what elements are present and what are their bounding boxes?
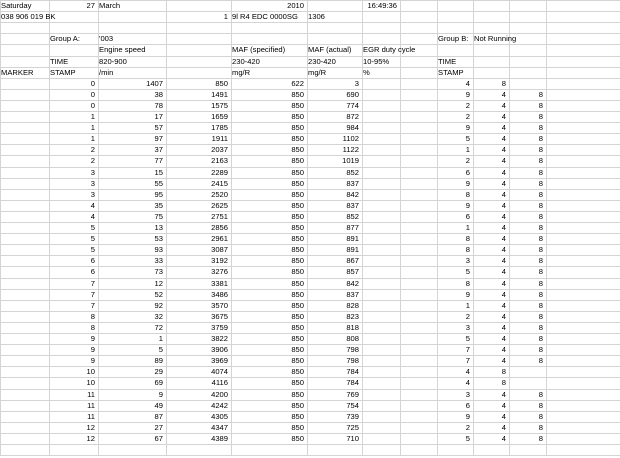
data-cell: 3969 (211, 356, 228, 366)
data-cell: 8 (538, 356, 543, 366)
data-cell: 4 (501, 245, 506, 255)
data-cell: 4 (501, 223, 506, 232)
data-cell: 49 (154, 400, 163, 410)
data-cell: 2 (465, 156, 470, 166)
data-cell: 4 (465, 367, 470, 377)
data-cell: 12 (86, 422, 95, 432)
data-cell: 622 (291, 78, 304, 88)
data-cell: 7 (465, 356, 470, 366)
data-cell: 9 (90, 334, 95, 343)
data-cell: 77 (154, 156, 163, 166)
data-cell: 850 (291, 189, 304, 199)
data-cell: 12 (86, 433, 95, 443)
data-cell: 837 (346, 289, 359, 299)
data-cell: 7 (90, 278, 95, 288)
data-cell: 4 (501, 433, 506, 443)
data-cell: 8 (465, 189, 470, 199)
data-cell: 32 (154, 311, 163, 321)
data-cell: 7 (90, 289, 95, 299)
data-cell: 3 (90, 189, 95, 199)
data-cell: 3276 (211, 267, 228, 277)
data-cell: 850 (291, 411, 304, 421)
data-cell: 837 (346, 200, 359, 210)
data-cell: 808 (346, 334, 359, 343)
data-cell: 784 (346, 378, 359, 388)
data-cell: 850 (215, 78, 228, 88)
meta-cell: Saturday (1, 1, 32, 10)
data-cell: 8 (501, 78, 506, 88)
data-cell: 6 (465, 400, 470, 410)
data-cell: 2520 (211, 189, 228, 199)
data-cell: 4347 (211, 422, 228, 432)
data-cell: 1 (465, 300, 470, 310)
data-cell: 2037 (211, 145, 228, 155)
header-cell: % (363, 67, 370, 77)
data-cell: 8 (538, 311, 543, 321)
data-cell: 8 (538, 100, 543, 110)
data-cell: 35 (154, 200, 163, 210)
data-cell: 3759 (211, 322, 228, 332)
data-cell: 1 (90, 112, 95, 121)
data-cell: 57 (154, 123, 163, 133)
data-cell: 3 (90, 178, 95, 188)
data-cell: 0 (90, 78, 95, 88)
data-cell: 850 (291, 356, 304, 366)
data-cell: 8 (538, 422, 543, 432)
meta-cell: 27 (86, 1, 95, 10)
header-cell: 230-420 (232, 56, 260, 66)
data-cell: 1911 (211, 134, 228, 144)
data-cell: 4116 (211, 378, 228, 388)
header-cell: MAF (actual) (308, 45, 352, 55)
data-cell: 9 (465, 178, 470, 188)
data-cell: 4 (501, 356, 506, 366)
data-cell: 2625 (211, 200, 228, 210)
data-cell: 4 (501, 156, 506, 166)
data-cell: 8 (538, 178, 543, 188)
data-cell: 1 (158, 334, 163, 343)
data-cell: 93 (154, 245, 163, 255)
data-cell: 29 (154, 367, 163, 377)
data-cell: 4 (501, 234, 506, 244)
data-cell: 95 (154, 189, 163, 199)
data-cell: 8 (538, 345, 543, 355)
data-cell: 842 (346, 278, 359, 288)
header-cell: 820-900 (99, 56, 127, 66)
data-cell: 4 (501, 389, 506, 399)
data-cell: 8 (538, 167, 543, 177)
data-cell: 850 (291, 245, 304, 255)
data-cell: 710 (346, 433, 359, 443)
data-cell: 4 (501, 178, 506, 188)
data-cell: 9 (90, 345, 95, 355)
data-cell: 1 (465, 145, 470, 155)
meta-cell: 038 906 019 BK (1, 12, 56, 22)
data-cell: 850 (291, 400, 304, 410)
data-cell: 3 (354, 78, 359, 88)
data-cell: 1122 (342, 145, 359, 155)
data-cell: 4 (501, 100, 506, 110)
data-cell: 5 (90, 234, 95, 244)
data-cell: 850 (291, 134, 304, 144)
header-cell: Group A: (50, 34, 80, 44)
data-cell: 850 (291, 167, 304, 177)
data-cell: 5 (90, 223, 95, 232)
data-cell: 11 (87, 411, 95, 421)
data-cell: 72 (154, 322, 163, 332)
data-cell: 3675 (211, 311, 228, 321)
data-cell: 1 (90, 134, 95, 144)
data-cell: 2 (465, 112, 470, 121)
data-cell: 850 (291, 200, 304, 210)
data-cell: 8 (90, 322, 95, 332)
data-cell: 8 (538, 211, 543, 221)
data-cell: 10 (86, 367, 95, 377)
data-cell: 5 (465, 267, 470, 277)
data-cell: 5 (465, 433, 470, 443)
data-cell: 5 (158, 345, 163, 355)
header-cell: mg/R (232, 67, 251, 77)
data-cell: 850 (291, 334, 304, 343)
meta-cell: 1306 (308, 12, 325, 22)
header-cell: Engine speed (99, 45, 146, 55)
data-cell: 75 (154, 211, 163, 221)
data-cell: 4 (501, 322, 506, 332)
data-cell: 12 (154, 278, 163, 288)
data-cell: 850 (291, 433, 304, 443)
data-cell: 8 (538, 322, 543, 332)
data-cell: 850 (291, 100, 304, 110)
data-cell: 850 (291, 223, 304, 232)
data-cell: 784 (346, 367, 359, 377)
data-cell: 13 (154, 223, 163, 232)
data-cell: 852 (346, 167, 359, 177)
data-cell: 4 (501, 189, 506, 199)
data-cell: 38 (154, 89, 163, 99)
data-cell: 8 (538, 112, 543, 121)
data-cell: 52 (154, 289, 163, 299)
data-cell: 37 (154, 145, 163, 155)
data-cell: 754 (346, 400, 359, 410)
data-cell: 3570 (211, 300, 228, 310)
data-cell: 690 (346, 89, 359, 99)
data-cell: 4 (501, 422, 506, 432)
data-cell: 15 (154, 167, 163, 177)
data-cell: 4 (501, 123, 506, 133)
data-cell: 8 (538, 278, 543, 288)
data-cell: 852 (346, 211, 359, 221)
header-cell: MARKER (1, 67, 34, 77)
meta-cell: 1 (223, 12, 228, 22)
data-cell: 867 (346, 256, 359, 266)
data-cell: 818 (346, 322, 359, 332)
data-cell: 4305 (211, 411, 228, 421)
header-cell: 230-420 (308, 56, 336, 66)
data-cell: 2856 (211, 223, 228, 232)
data-cell: 850 (291, 367, 304, 377)
data-cell: 17 (154, 112, 163, 121)
data-cell: 9 (465, 289, 470, 299)
data-cell: 67 (154, 433, 163, 443)
data-cell: 4389 (211, 433, 228, 443)
data-cell: 8 (465, 245, 470, 255)
data-cell: 8 (538, 234, 543, 244)
data-cell: 4200 (211, 389, 228, 399)
data-cell: 725 (346, 422, 359, 432)
data-cell: 850 (291, 112, 304, 121)
data-cell: 8 (538, 300, 543, 310)
data-cell: 4 (501, 300, 506, 310)
data-cell: 850 (291, 211, 304, 221)
data-cell: 9 (465, 411, 470, 421)
data-cell: 8 (465, 234, 470, 244)
data-cell: 4 (465, 378, 470, 388)
data-cell: 0 (90, 89, 95, 99)
header-cell: EGR duty cycle (363, 45, 416, 55)
data-cell: 8 (538, 245, 543, 255)
data-cell: 3486 (211, 289, 228, 299)
data-cell: 2163 (211, 156, 228, 166)
data-cell: 8 (538, 189, 543, 199)
data-cell: 3 (90, 167, 95, 177)
data-cell: 850 (291, 178, 304, 188)
data-cell: 3087 (211, 245, 228, 255)
data-cell: 1 (465, 223, 470, 232)
data-cell: 5 (90, 245, 95, 255)
data-cell: 8 (538, 134, 543, 144)
header-cell: 10-95% (363, 56, 390, 66)
data-cell: 739 (346, 411, 359, 421)
data-cell: 3192 (211, 256, 228, 266)
data-cell: 1491 (211, 89, 228, 99)
data-cell: 850 (291, 422, 304, 432)
data-cell: 4 (501, 134, 506, 144)
data-cell: 4 (501, 200, 506, 210)
data-cell: 4 (501, 289, 506, 299)
data-cell: 8 (538, 200, 543, 210)
data-cell: 2751 (211, 211, 228, 221)
data-cell: 3381 (211, 278, 228, 288)
data-cell: 4 (465, 78, 470, 88)
data-cell: 78 (154, 100, 163, 110)
data-cell: 8 (538, 256, 543, 266)
data-cell: 984 (346, 123, 359, 133)
data-cell: 5 (465, 334, 470, 343)
data-cell: 837 (346, 178, 359, 188)
data-cell: 2 (465, 100, 470, 110)
data-cell: 6 (90, 267, 95, 277)
data-cell: 1785 (211, 123, 228, 133)
data-cell: 850 (291, 234, 304, 244)
data-cell: 823 (346, 311, 359, 321)
data-cell: 850 (291, 278, 304, 288)
data-cell: 10 (86, 378, 95, 388)
data-cell: 73 (154, 267, 163, 277)
data-cell: 4 (90, 200, 95, 210)
data-cell: 89 (154, 356, 163, 366)
data-cell: 55 (154, 178, 163, 188)
data-cell: 3822 (211, 334, 228, 343)
data-cell: 7 (90, 300, 95, 310)
data-cell: 891 (346, 234, 359, 244)
data-cell: 1575 (211, 100, 228, 110)
data-cell: 842 (346, 189, 359, 199)
data-cell: 2289 (211, 167, 228, 177)
data-cell: 1019 (342, 156, 359, 166)
data-cell: 8 (465, 278, 470, 288)
data-cell: 850 (291, 289, 304, 299)
data-cell: 891 (346, 245, 359, 255)
data-cell: 87 (154, 411, 163, 421)
data-cell: 8 (501, 378, 506, 388)
data-cell: 8 (538, 267, 543, 277)
meta-cell: 9l R4 EDC 0000SG (232, 12, 298, 22)
data-cell: 2 (90, 145, 95, 155)
data-cell: 857 (346, 267, 359, 277)
data-cell: 850 (291, 89, 304, 99)
data-cell: 3 (465, 256, 470, 266)
data-cell: 4 (501, 145, 506, 155)
data-cell: 8 (538, 223, 543, 232)
data-cell: 8 (538, 334, 543, 343)
data-cell: 4 (501, 278, 506, 288)
data-cell: 798 (346, 356, 359, 366)
data-cell: 4 (501, 167, 506, 177)
header-cell: MAF (specified) (232, 45, 286, 55)
data-cell: 850 (291, 378, 304, 388)
data-cell: 4 (501, 411, 506, 421)
header-cell: TIME (50, 56, 69, 66)
data-cell: 4 (501, 256, 506, 266)
data-cell: 850 (291, 256, 304, 266)
data-cell: 877 (346, 223, 359, 232)
header-cell: /min (99, 67, 114, 77)
data-cell: 850 (291, 322, 304, 332)
meta-cell: 2010 (287, 1, 304, 10)
data-cell: 4 (501, 112, 506, 121)
data-cell: 2 (465, 311, 470, 321)
data-cell: 2415 (211, 178, 228, 188)
header-cell: TIME (438, 56, 457, 66)
data-cell: 9 (465, 89, 470, 99)
data-cell: 769 (346, 389, 359, 399)
data-cell: 8 (538, 389, 543, 399)
data-cell: 2961 (211, 234, 228, 244)
data-cell: 6 (465, 167, 470, 177)
data-cell: 11 (87, 389, 95, 399)
data-cell: 850 (291, 156, 304, 166)
data-cell: 850 (291, 345, 304, 355)
data-cell: 850 (291, 267, 304, 277)
data-cell: 6 (465, 211, 470, 221)
data-cell: 33 (154, 256, 163, 266)
data-cell: 8 (538, 89, 543, 99)
header-cell: mg/R (308, 67, 327, 77)
header-cell: '003 (99, 34, 114, 44)
data-cell: 850 (291, 389, 304, 399)
data-cell: 1659 (211, 112, 228, 121)
data-cell: 4 (501, 89, 506, 99)
data-cell: 8 (538, 411, 543, 421)
data-cell: 4 (501, 267, 506, 277)
data-cell: 1407 (146, 78, 163, 88)
data-cell: 8 (538, 123, 543, 133)
data-cell: 3 (465, 322, 470, 332)
data-cell: 5 (465, 134, 470, 144)
data-cell: 8 (501, 367, 506, 377)
data-cell: 2 (90, 156, 95, 166)
data-cell: 8 (538, 400, 543, 410)
data-cell: 774 (346, 100, 359, 110)
data-cell: 798 (346, 345, 359, 355)
data-cell: 4 (501, 311, 506, 321)
data-cell: 92 (154, 300, 163, 310)
header-cell: STAMP (50, 67, 76, 77)
data-cell: 27 (154, 422, 163, 432)
data-cell: 850 (291, 311, 304, 321)
header-cell: STAMP (438, 67, 464, 77)
data-cell: 3906 (211, 345, 228, 355)
data-cell: 850 (291, 145, 304, 155)
data-cell: 1 (90, 123, 95, 133)
data-cell: 872 (346, 112, 359, 121)
data-cell: 9 (90, 356, 95, 366)
data-cell: 8 (538, 156, 543, 166)
data-cell: 8 (538, 289, 543, 299)
meta-cell: 16:49:36 (367, 1, 397, 10)
data-cell: 4242 (211, 400, 228, 410)
data-cell: 4 (501, 211, 506, 221)
data-cell: 53 (154, 234, 163, 244)
data-cell: 9 (465, 200, 470, 210)
data-cell: 850 (291, 300, 304, 310)
data-cell: 9 (465, 123, 470, 133)
data-cell: 8 (90, 311, 95, 321)
data-cell: 4074 (211, 367, 228, 377)
data-cell: 4 (501, 345, 506, 355)
header-cell: Group B: (438, 34, 469, 44)
data-cell: 0 (90, 100, 95, 110)
data-cell: 1102 (342, 134, 359, 144)
data-cell: 6 (90, 256, 95, 266)
data-cell: 4 (501, 334, 506, 343)
data-cell: 8 (538, 145, 543, 155)
meta-cell: March (99, 1, 121, 10)
data-cell: 4 (90, 211, 95, 221)
data-cell: 11 (87, 400, 95, 410)
header-cell: Not Running (474, 34, 517, 44)
data-cell: 97 (154, 134, 163, 144)
data-cell: 850 (291, 123, 304, 133)
data-cell: 69 (154, 378, 163, 388)
data-cell: 8 (538, 433, 543, 443)
data-cell: 7 (465, 345, 470, 355)
data-cell: 4 (501, 400, 506, 410)
data-cell: 828 (346, 300, 359, 310)
data-cell: 2 (465, 422, 470, 432)
data-cell: 3 (465, 389, 470, 399)
data-cell: 9 (158, 389, 163, 399)
